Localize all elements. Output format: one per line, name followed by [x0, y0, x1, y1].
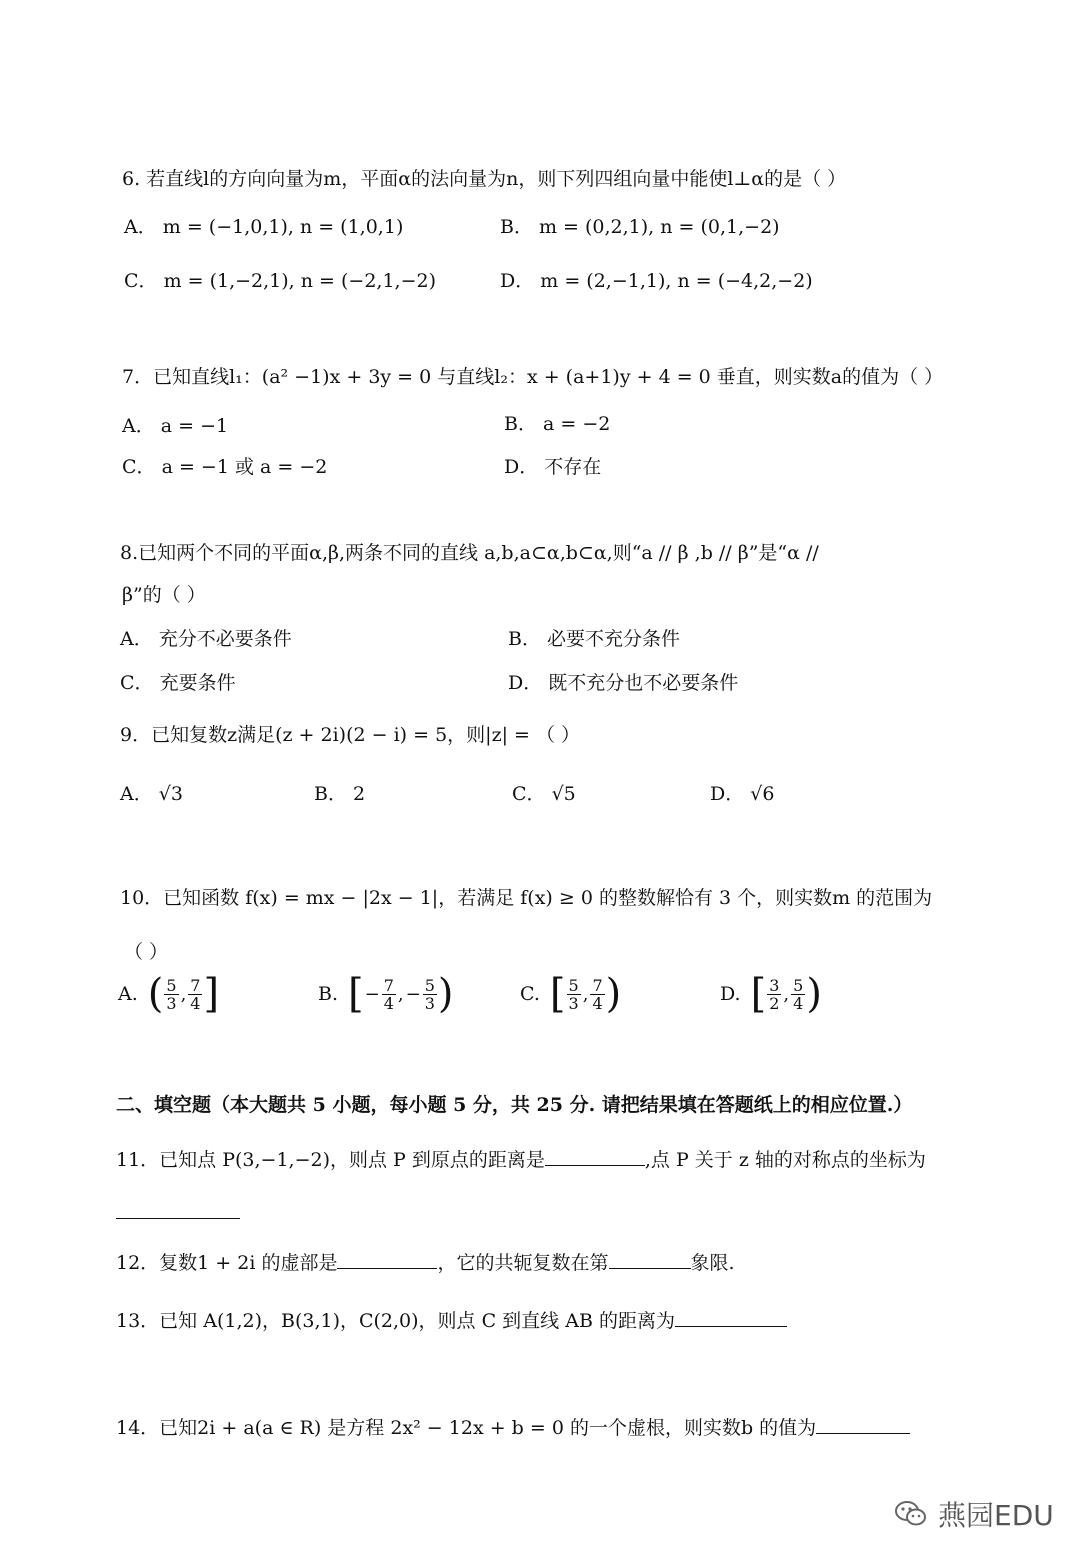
- interval-right-bracket: ]: [203, 971, 220, 1017]
- denominator: 2: [769, 993, 780, 1013]
- question-14: [116, 1413, 910, 1440]
- question-12-text-1: 12．复数1 + 2i 的虚部是: [116, 1252, 338, 1274]
- numerator: 7: [592, 975, 603, 995]
- question-10-stem-line1: 10．已知函数 f(x) = mx − |2x − 1|，若满足 f(x) ≥ 0 的整数解恰有 3 个，则实数m 的范围为: [120, 887, 933, 909]
- question-8-option-b: B． 必要不充分条件: [508, 628, 681, 650]
- denominator: 3: [568, 993, 579, 1013]
- fraction-lower: [767, 977, 781, 1012]
- question-13: [116, 1306, 787, 1333]
- question-8-option-d: D． 既不充分也不必要条件: [508, 672, 739, 694]
- fraction-lower: [382, 977, 396, 1012]
- question-6-option-a: A． m = (−1,0,1), n = (1,0,1): [124, 216, 404, 238]
- fraction-upper: [590, 977, 604, 1012]
- fraction-upper: [423, 977, 437, 1012]
- section-2-heading: 二、填空题（本大题共 5 小题，每小题 5 分，共 25 分. 请把结果填在答题纸上的相应位置.）: [116, 1094, 913, 1116]
- question-9-option-a: A． √3: [120, 783, 183, 805]
- question-9-option-c: C． √5: [512, 783, 576, 805]
- question-11: [116, 1145, 926, 1172]
- question-7-option-d: D． 不存在: [504, 456, 602, 478]
- answer-blank[interactable]: [675, 1308, 787, 1327]
- question-7-stem: 7．已知直线l₁：(a² −1)x + 3y = 0 与直线l₂：x + (a+1)y + 4 = 0 垂直，则实数a的值为（ ）: [122, 366, 944, 388]
- question-8-stem-line2: β”的（ ）: [122, 584, 206, 606]
- numerator: 5: [424, 975, 435, 995]
- question-10-option-a: A. ( $\frac{5}{3}$ , $\frac{7}{4}$ ]: [118, 971, 220, 1017]
- question-7-option-b: B． a = −2: [504, 413, 611, 435]
- answer-blank[interactable]: [337, 1250, 437, 1269]
- question-10-option-d: D. [ $\frac{3}{2}$ , $\frac{5}{4}$ ): [720, 971, 822, 1017]
- answer-blank[interactable]: [116, 1218, 240, 1219]
- question-12-text-3: 象限.: [690, 1252, 735, 1274]
- fraction-lower: [164, 977, 178, 1012]
- question-6-option-c: C． m = (1,−2,1), n = (−2,1,−2): [124, 270, 437, 292]
- question-12: [116, 1248, 735, 1275]
- denominator: 3: [166, 993, 177, 1013]
- question-9-stem: 9．已知复数z满足(z + 2i)(2 − i) = 5，则|z| = （ ）: [120, 724, 581, 746]
- fraction-upper: [791, 977, 805, 1012]
- question-9-option-b: B． 2: [314, 783, 366, 805]
- watermark-text: 燕园EDU: [938, 1499, 1054, 1532]
- interval-left-bracket: [: [549, 971, 566, 1017]
- numerator: 5: [793, 975, 804, 995]
- answer-blank[interactable]: [816, 1415, 910, 1434]
- question-8-stem-line1: 8.已知两个不同的平面α,β,两条不同的直线 a,b,a⊂α,b⊂α,则“a // β ,b // β”是“α //: [120, 542, 819, 564]
- interval-right-bracket: ): [605, 971, 622, 1017]
- question-13-text: 13．已知 A(1,2)，B(3,1)，C(2,0)，则点 C 到直线 AB 的距离为: [116, 1310, 675, 1332]
- denominator: 4: [383, 993, 394, 1013]
- option-label: B.: [318, 983, 339, 1005]
- interval-left-bracket: (: [147, 971, 164, 1017]
- question-9-option-d: D． √6: [710, 783, 775, 805]
- fraction-lower: [567, 977, 581, 1012]
- question-6-option-d: D． m = (2,−1,1), n = (−4,2,−2): [500, 270, 813, 292]
- question-11-text-2: ,点 P 关于 z 轴的对称点的坐标为: [644, 1149, 926, 1171]
- question-6-stem: 6. 若直线l的方向向量为m，平面α的法向量为n，则下列四组向量中能使l⊥α的是（ ）: [122, 168, 847, 190]
- denominator: 4: [190, 993, 201, 1013]
- watermark: [894, 1494, 1054, 1536]
- numerator: 3: [769, 975, 780, 995]
- wechat-icon: [894, 1499, 928, 1536]
- answer-blank[interactable]: [609, 1250, 691, 1269]
- denominator: 3: [424, 993, 435, 1013]
- denominator: 4: [592, 993, 603, 1013]
- question-7-option-c: C． a = −1 或 a = −2: [122, 456, 328, 478]
- interval-right-bracket: ): [806, 971, 822, 1017]
- minus-sign: −: [364, 983, 380, 1005]
- interval-right-bracket: ): [437, 971, 454, 1017]
- question-8-option-c: C． 充要条件: [120, 672, 236, 694]
- question-10-option-b: B. [ − $\frac{7}{4}$ , − $\frac{5}{3}$ ): [318, 971, 454, 1017]
- numerator: 5: [568, 975, 579, 995]
- numerator: 7: [383, 975, 394, 995]
- fraction-upper: [188, 977, 202, 1012]
- option-label: C.: [520, 983, 540, 1005]
- question-10-stem-line2: （ ）: [124, 941, 169, 963]
- question-8-option-a: A． 充分不必要条件: [120, 628, 292, 650]
- question-6-option-b: B． m = (0,2,1), n = (0,1,−2): [500, 216, 780, 238]
- denominator: 4: [793, 993, 804, 1013]
- question-7-option-a: A． a = −1: [122, 415, 229, 437]
- numerator: 7: [190, 975, 201, 995]
- question-10-option-c: C. [ $\frac{5}{3}$ , $\frac{7}{4}$ ): [520, 971, 622, 1017]
- option-label: A.: [118, 983, 138, 1005]
- option-label: D.: [720, 983, 741, 1005]
- minus-sign: −: [405, 983, 421, 1005]
- interval-left-bracket: [: [348, 971, 364, 1017]
- question-12-text-2: ，它的共轭复数在第: [437, 1252, 609, 1274]
- question-11-text-1: 11．已知点 P(3,−1,−2)，则点 P 到原点的距离是: [116, 1149, 545, 1171]
- numerator: 5: [166, 975, 177, 995]
- interval-left-bracket: [: [750, 971, 767, 1017]
- answer-blank[interactable]: [545, 1147, 645, 1166]
- question-14-text: 14．已知2i + a(a ∈ R) 是方程 2x² − 12x + b = 0 的一个虚根，则实数b 的值为: [116, 1417, 817, 1439]
